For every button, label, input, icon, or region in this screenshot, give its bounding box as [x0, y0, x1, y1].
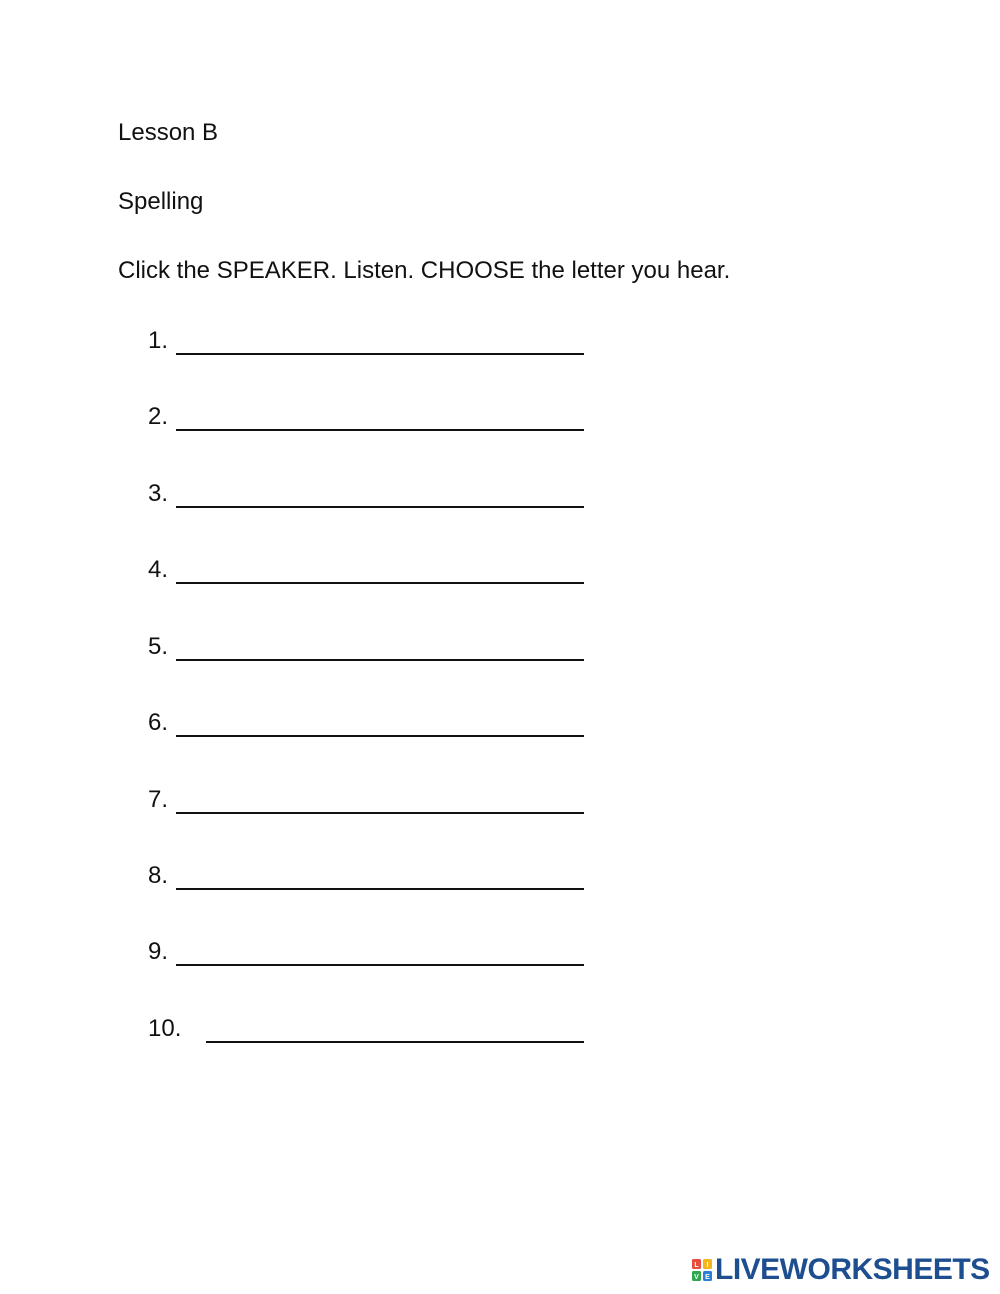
svg-text:E: E — [705, 1274, 710, 1281]
answer-blank-field[interactable] — [176, 506, 584, 508]
subject-title: Spelling — [118, 188, 204, 215]
answer-row — [148, 555, 588, 587]
answer-number: 10. — [148, 1015, 182, 1042]
svg-text:I: I — [706, 1262, 709, 1269]
answer-row — [148, 861, 588, 893]
answer-number: 3. — [148, 480, 169, 507]
answer-number: 9. — [148, 938, 169, 965]
lesson-title: Lesson B — [118, 119, 219, 146]
answer-number: 4. — [148, 556, 169, 583]
answer-row — [148, 708, 588, 740]
liveworksheets-logo-mark-icon — [692, 1259, 712, 1281]
svg-text:L: L — [694, 1262, 699, 1269]
answer-blank-field[interactable] — [176, 429, 584, 431]
answer-row — [148, 785, 588, 817]
answer-blank-field[interactable] — [176, 659, 584, 661]
answer-blank-field[interactable] — [176, 735, 584, 737]
answer-blank-field[interactable] — [176, 582, 584, 584]
answer-number: 2. — [148, 403, 169, 430]
answer-blank-field[interactable] — [176, 353, 584, 355]
instruction-text: Click the SPEAKER. Listen. CHOOSE the letter you hear. — [118, 257, 731, 284]
answer-row — [148, 937, 588, 969]
answer-number: 8. — [148, 862, 169, 889]
answer-row — [148, 1014, 588, 1046]
answer-number: 5. — [148, 633, 169, 660]
answer-blank-field[interactable] — [176, 812, 584, 814]
svg-text:V: V — [694, 1274, 699, 1281]
answer-row — [148, 402, 588, 434]
liveworksheets-brand-text: LIVEWORKSHEETS — [715, 1253, 990, 1286]
answer-list — [148, 0, 608, 1294]
answer-blank-field[interactable] — [176, 888, 584, 890]
answer-row — [148, 632, 588, 664]
answer-row — [148, 326, 588, 358]
answer-row — [148, 479, 588, 511]
answer-number: 6. — [148, 709, 169, 736]
answer-blank-field[interactable] — [206, 1041, 584, 1043]
answer-number: 1. — [148, 327, 169, 354]
liveworksheets-logo — [692, 1253, 992, 1287]
answer-number: 7. — [148, 786, 169, 813]
answer-blank-field[interactable] — [176, 964, 584, 966]
